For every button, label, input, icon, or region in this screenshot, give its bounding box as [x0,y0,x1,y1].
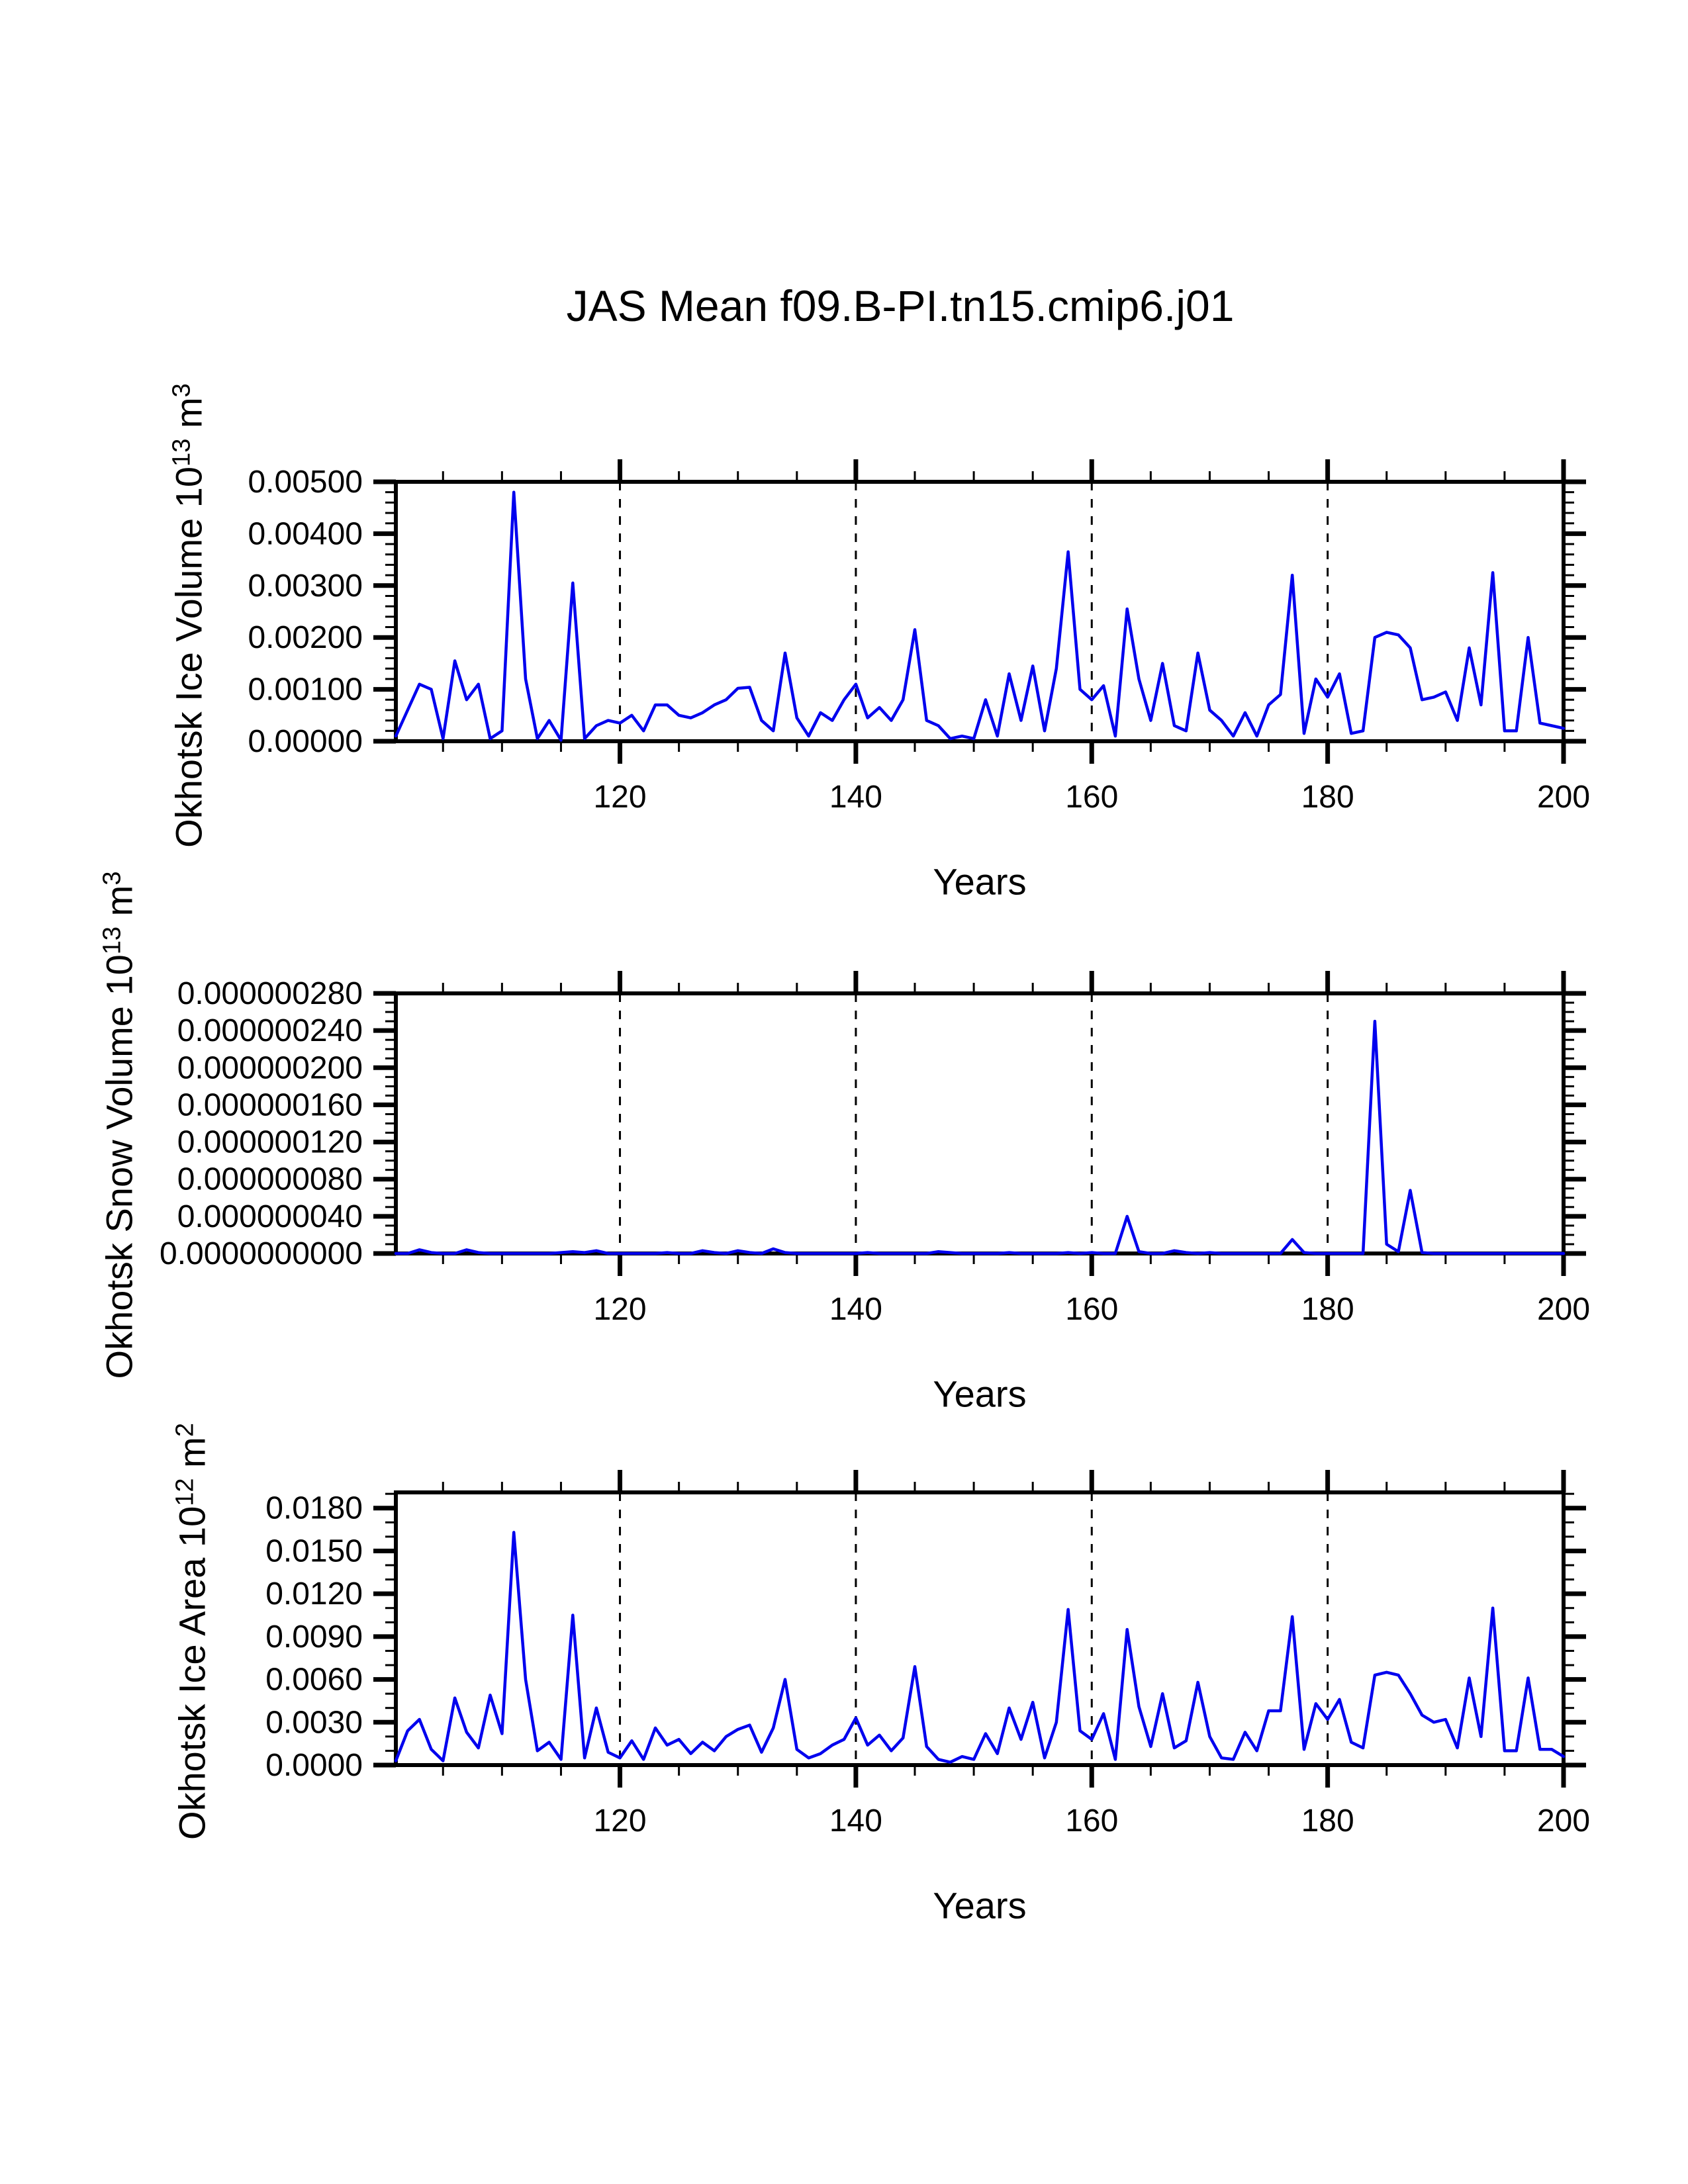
x-tick-label: 200 [1536,1292,1591,1327]
y-tick-label: 0.00200 [248,620,363,656]
y-tick-label: 0.0120 [265,1576,363,1612]
y-tick-label: 0.00400 [248,516,363,552]
x-tick-label: 160 [1065,1292,1119,1327]
y-tick-label: 0.0180 [265,1490,363,1526]
y-axis-title-unit-exponent: 3 [98,871,126,886]
plot-box [396,993,1564,1253]
y-tick-label: 0.00500 [248,465,363,500]
x-axis-title-panel-1: Years [933,860,1027,903]
y-axis-title-text: Okhotsk Ice Area 10 [171,1506,213,1841]
y-tick-label: 0.000000040 [177,1199,363,1234]
y-axis-title-unit: m [98,885,140,927]
y-tick-label: 0.000000200 [177,1050,363,1086]
y-tick-label: 0.000000120 [177,1124,363,1160]
data-line-okhotsk-snow-volume-10-13-m-3 [396,1021,1564,1253]
y-tick-label: 0.000000080 [177,1161,363,1197]
x-axis-title-panel-2: Years [933,1373,1027,1415]
x-tick-label: 200 [1536,1803,1591,1839]
y-axis-title-unit: m [171,1437,213,1479]
y-axis-title-snow-volume [98,871,141,1379]
y-tick-label: 0.000000160 [177,1087,363,1123]
x-tick-label: 140 [829,1292,882,1327]
y-axis-title-ice-volume [167,383,211,848]
x-axis-title-panel-3: Years [933,1884,1027,1927]
x-tick-label: 140 [829,780,882,815]
y-axis-title-ice-area [171,1423,214,1840]
y-axis-title-exponent: 12 [171,1478,199,1506]
x-tick-label: 180 [1301,780,1354,815]
x-tick-label: 120 [593,1292,647,1327]
y-axis-title-unit-exponent: 3 [167,383,196,398]
chart-title: JAS Mean f09.B-PI.tn15.cmip6.j01 [566,281,1235,330]
x-tick-label: 180 [1301,1803,1354,1839]
y-tick-label: 0.0060 [265,1662,363,1698]
y-tick-label: 0.000000240 [177,1013,363,1049]
y-tick-label: 0.00300 [248,568,363,604]
y-axis-title-unit-exponent: 2 [171,1422,199,1437]
data-line-okhotsk-ice-area-10-12-m-2 [396,1532,1564,1762]
y-tick-label: 0.00100 [248,672,363,707]
x-tick-label: 140 [829,1803,882,1839]
x-tick-label: 160 [1065,1803,1119,1839]
y-axis-title-exponent: 13 [167,438,196,467]
y-tick-label: 0.0000000000 [160,1236,363,1271]
data-line-okhotsk-ice-volume-10-13-m-3 [396,492,1564,741]
x-tick-label: 180 [1301,1292,1354,1327]
y-tick-label: 0.000000280 [177,976,363,1011]
y-axis-title-unit: m [167,397,210,439]
x-tick-label: 160 [1065,780,1119,815]
y-tick-label: 0.0000 [265,1748,363,1783]
y-tick-label: 0.0090 [265,1619,363,1655]
x-tick-label: 120 [593,780,647,815]
y-tick-label: 0.0150 [265,1533,363,1569]
y-axis-title-text: Okhotsk Ice Volume 10 [167,466,210,848]
x-tick-label: 120 [593,1803,647,1839]
y-axis-title-text: Okhotsk Snow Volume 10 [98,954,140,1379]
x-tick-label: 200 [1536,780,1591,815]
y-tick-label: 0.0030 [265,1705,363,1741]
y-tick-label: 0.00000 [248,724,363,759]
y-axis-title-exponent: 13 [98,926,126,955]
